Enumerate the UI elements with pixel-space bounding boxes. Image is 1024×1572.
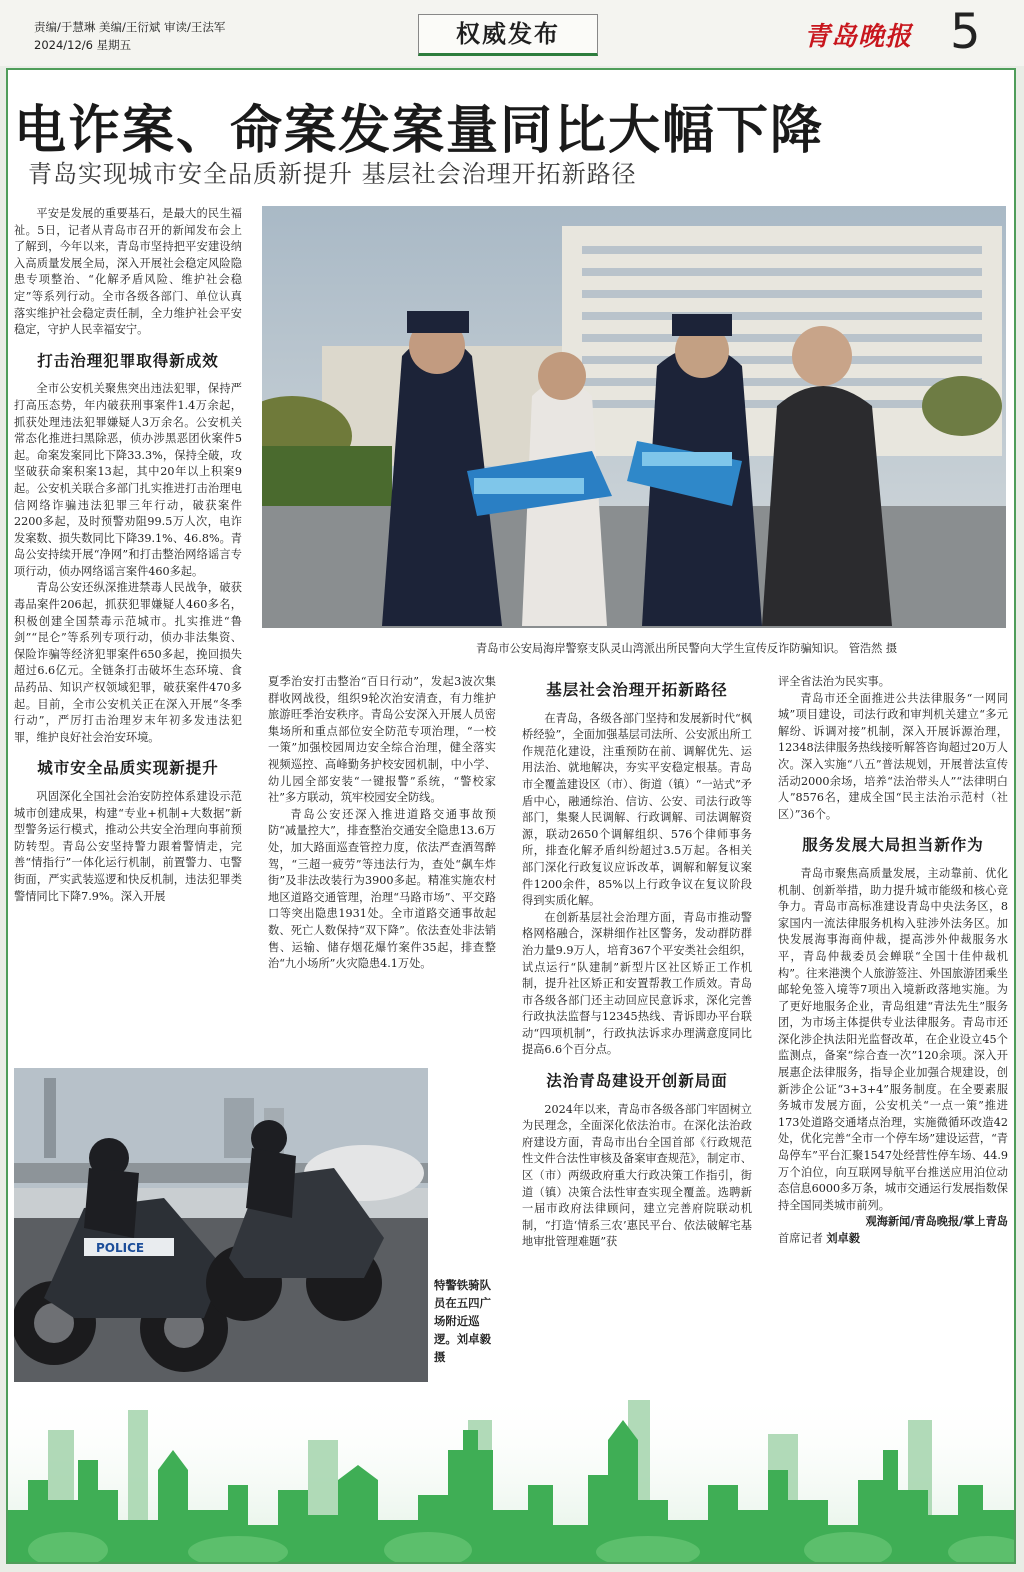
- paragraph: 在青岛，各级各部门坚持和发展新时代“枫桥经验”，全面加强基层司法所、公安派出所工作规范化建设，注重预防在前、调解优先、运用法治、就地解决，夯实平安稳定根基。青岛市全覆盖建设区（市）、街道（镇）“一站式”矛盾中心，融通综治、信访、公安、司法行政等部门，集聚人民调解、行政调解、司法调解资源，联动2650个调解组织、576个律师事务所，排查化解矛盾纠纷超过3.5万起。各相关部门深化行政复议应诉改革，调解和解复议案件1200余件，85%以上行政争议在复议阶段得到实质化解。: [522, 711, 752, 908]
- subheadline: 青岛实现城市安全品质新提升 基层社会治理开拓新路径: [28, 160, 637, 188]
- paragraph: 在创新基层社会治理方面，青岛市推动警格网格融合，深耕细作社区警务，发动群防群治力量9.9万人，培育367个平安类社会组织，试点运行“队建制”新型片区社区矫正工作机制，提升社区矫正和安置帮教工作质效。青岛市各级各部门还主动回应民意诉求，深化完善行政执法监督与12345热线、青诉即办平台联动“四项机制”，行政执法诉求办理满意度同比提高6.6个百分点。: [522, 910, 752, 1057]
- section-heading-governance: 基层社会治理开拓新路径: [546, 681, 728, 699]
- photo-police-students: [262, 206, 1006, 628]
- paragraph: 夏季治安打击整治“百日行动”，发起3波次集群收网战役，组织9轮次治安清查，有力维护旅游旺季治安秩序。青岛公安深入开展人员密集场所和重点部位安全防范专项治理，“一校一策”加强校园周边安全综合治理，健全落实视频巡控、高峰勤务护校安园机制，中小学、幼儿园全部安装“一键报警”系统，“警校家社”多方联动，筑牢校园安全防线。: [268, 675, 496, 805]
- section-heading-service: 服务发展大局担当新作为: [802, 836, 984, 855]
- page-number: 5: [950, 4, 981, 60]
- header-credits: [34, 18, 225, 54]
- section-title-box: [418, 14, 598, 56]
- paragraph: 青岛公安还纵深推进禁毒人民战争，破获毒品案件206起，抓获犯罪嫌疑人460多名，积极创建全国禁毒示范城市。扎实推进“鲁剑”“昆仑”等系列专项行动，侦办非法集资、保险诈骗等经济犯罪案件650多起，挽回损失超过6.6亿元。全链条打击破坏生态环境、食品药品、知识产权领域犯罪，破获案件470多起。目前，全市公安机关正在深入开展“冬季行动”，严厉打击治理岁末年初多发违法犯罪，维护良好社会治安环境。: [14, 581, 242, 744]
- byline-org: 观海新闻/青岛晚报/掌上青岛: [865, 1215, 1008, 1229]
- photo-caption-1: 青岛市公安局海岸警察支队灵山湾派出所民警向大学生宣传反诈防骗知识。 管浩然 摄: [476, 642, 898, 655]
- paragraph: 2024年以来，青岛市各级各部门牢固树立为民理念，全面深化依法治市。在深化法治政府建设方面，青岛市出台全国首部《行政规范性文件合法性审核及备案审查规范》，制定市、区（市）两级政府重大行政决策工作指引，街道（镇）决策合法性审查实现全覆盖。选聘新一届市政府法律顾问，建立完善府院联动机制，“打造‘情系三农’惠民平台、依法破解宅基地审批管理难题”获: [522, 1102, 752, 1249]
- paragraph: 全市公安机关聚焦突出违法犯罪，保持严打高压态势，年内破获刑事案件1.4万余起，抓获处理违法犯罪嫌疑人3万余名。公安机关常态化推进扫黑除恶，侦办涉黑恶团伙案件5起。命案发案同比下降33.3%，保持全破，攻坚破获命案积案13起，其中20年以上积案9起。公安机关联合多部门扎实推进打击治理电信网络诈骗违法犯罪三年行动，破获案件2200多起，及时预警劝阻99.5万人次，电诈发案数、损失数同比下降39.1%、46.8%。青岛公安持续开展“净网”和打击整治网络谣言专项行动，侦办网络谣言案件460多起。: [14, 382, 242, 578]
- paragraph: 青岛公安还深入推进道路交通事故预防“减量控大”，排查整治交通安全隐患13.6万处，加大路面巡查管控力度，依法严查酒驾醉驾，“三超一疲劳”等违法行为，查处“飙车炸街”及非法改装行为3900多起。精准实施农村地区道路交通管理，治理“马路市场”、平交路口等突出隐患1931处。全市道路交通事故起数、死亡人数保持“双下降”。依法查处非法销售、运输、储存烟花爆竹案件35起，排查整治“九小场所”火灾隐患4.1万处。: [268, 807, 496, 971]
- page-header: [0, 0, 1024, 66]
- byline-reporter-line: [778, 1231, 1008, 1248]
- section-title: 权威发布: [456, 20, 560, 48]
- paragraph: 评全省法治为民实事。: [778, 675, 890, 688]
- brand-logo: 青岛晚报: [804, 22, 913, 52]
- editors-line: 责编/于慧琳 美编/王衍斌 审读/王法军: [34, 20, 226, 34]
- photo-caption-2: 特警铁骑队员在五四广场附近巡逻。刘卓毅 摄: [434, 1278, 491, 1364]
- section-heading-safety: 城市安全品质实现新提升: [37, 759, 219, 778]
- column-2: [268, 674, 496, 973]
- byline-reporter: 刘卓毅: [826, 1232, 860, 1245]
- photo-motorcycle-patrol: [14, 1068, 428, 1382]
- column-4: [778, 674, 1008, 1248]
- column-3: [522, 674, 752, 1251]
- paragraph: 青岛市还全面推进公共法律服务“一网同城”项目建设，司法行政和审判机关建立“多元解纷、诉调对接”机制，深入开展诉源治理，12348法律服务热线接听解答咨询超过20万人次。深入实施“八五”普法规划，开展普法宣传活动2000余场，培养“法治带头人”“法律明白人”8576名，建成全国“民主法治示范村（社区）”36个。: [778, 691, 1008, 821]
- paragraph: 巩固深化全国社会治安防控体系建设示范城市创建成果，构建“专业+机制+大数据”新型警务运行模式，推动公共安全治理向事前预防转型。青岛公安坚持警力跟着警情走，完善“情指行”一体化运行机制，前置警力、屯警街面，严实武装巡逻和快反机制，违法犯罪类警情同比下降7.9%。深入开展: [14, 790, 242, 903]
- section-heading-rule-of-law: 法治青岛建设开创新局面: [546, 1072, 728, 1091]
- paragraph: 青岛市聚焦高质量发展，主动靠前、优化机制、创新举措，助力提升城市能级和核心竞争力。青岛市高标准建设青岛中央法务区，8家国内一流法律服务机构入驻涉外法务区。加快发展海事海商仲裁，提高涉外仲裁服务水平，青岛仲裁委员会蝉联“全国十佳仲裁机构”。往来港澳个人旅游签注、外国旅游团乘坐邮轮免签入境等7项出入境新政落地实施。为了更好地服务企业，青岛组建“青法先生”服务团，为市场主体提供专业法律服务。青岛市还深化涉企执法阳光监督改革，在企业设立45个监测点，备案“综合查一次”120余项。深入开展惠企法律服务，指导企业加强合规建设，创新涉企公证“3+3+4”服务制度。在全要素服务城市发展方面，公安机关“一点一策”推进173处道路交通堵点治理，实施微循环改造42处，优化完善“全市一个停车场”建设运营，“青岛停车”平台汇聚1547处经营性停车场、44.9万个泊位，向互联网导航平台推送应用泊位动态信息6000多万条，城市交通运行发展指数保持全国同类城市前列。: [778, 866, 1008, 1212]
- date-line: 2024/12/6 星期五: [34, 38, 132, 52]
- skyline-decoration: [8, 1390, 1014, 1562]
- byline-org-line: [778, 1214, 1008, 1231]
- intro-paragraph: 平安是发展的重要基石，是最大的民生福祉。5日，记者从青岛市召开的新闻发布会上了解到，今年以来，青岛市坚持把平安建设纳入高质量发展全局，深入开展社会稳定风险隐患专项整治、“化解矛盾风险、维护社会稳定”等系列行动。全市各级各部门、单位认真落实维护社会稳定责任制，全力维护社会平安稳定，守护人民幸福安宁。: [14, 207, 242, 337]
- headline: 电诈案、命案发案量同比大幅下降: [14, 101, 825, 161]
- column-1: [14, 206, 242, 905]
- police-text: POLICE: [96, 1241, 145, 1255]
- byline-reporter-role: 首席记者: [778, 1232, 823, 1245]
- section-heading-crime: 打击治理犯罪取得新成效: [37, 351, 219, 370]
